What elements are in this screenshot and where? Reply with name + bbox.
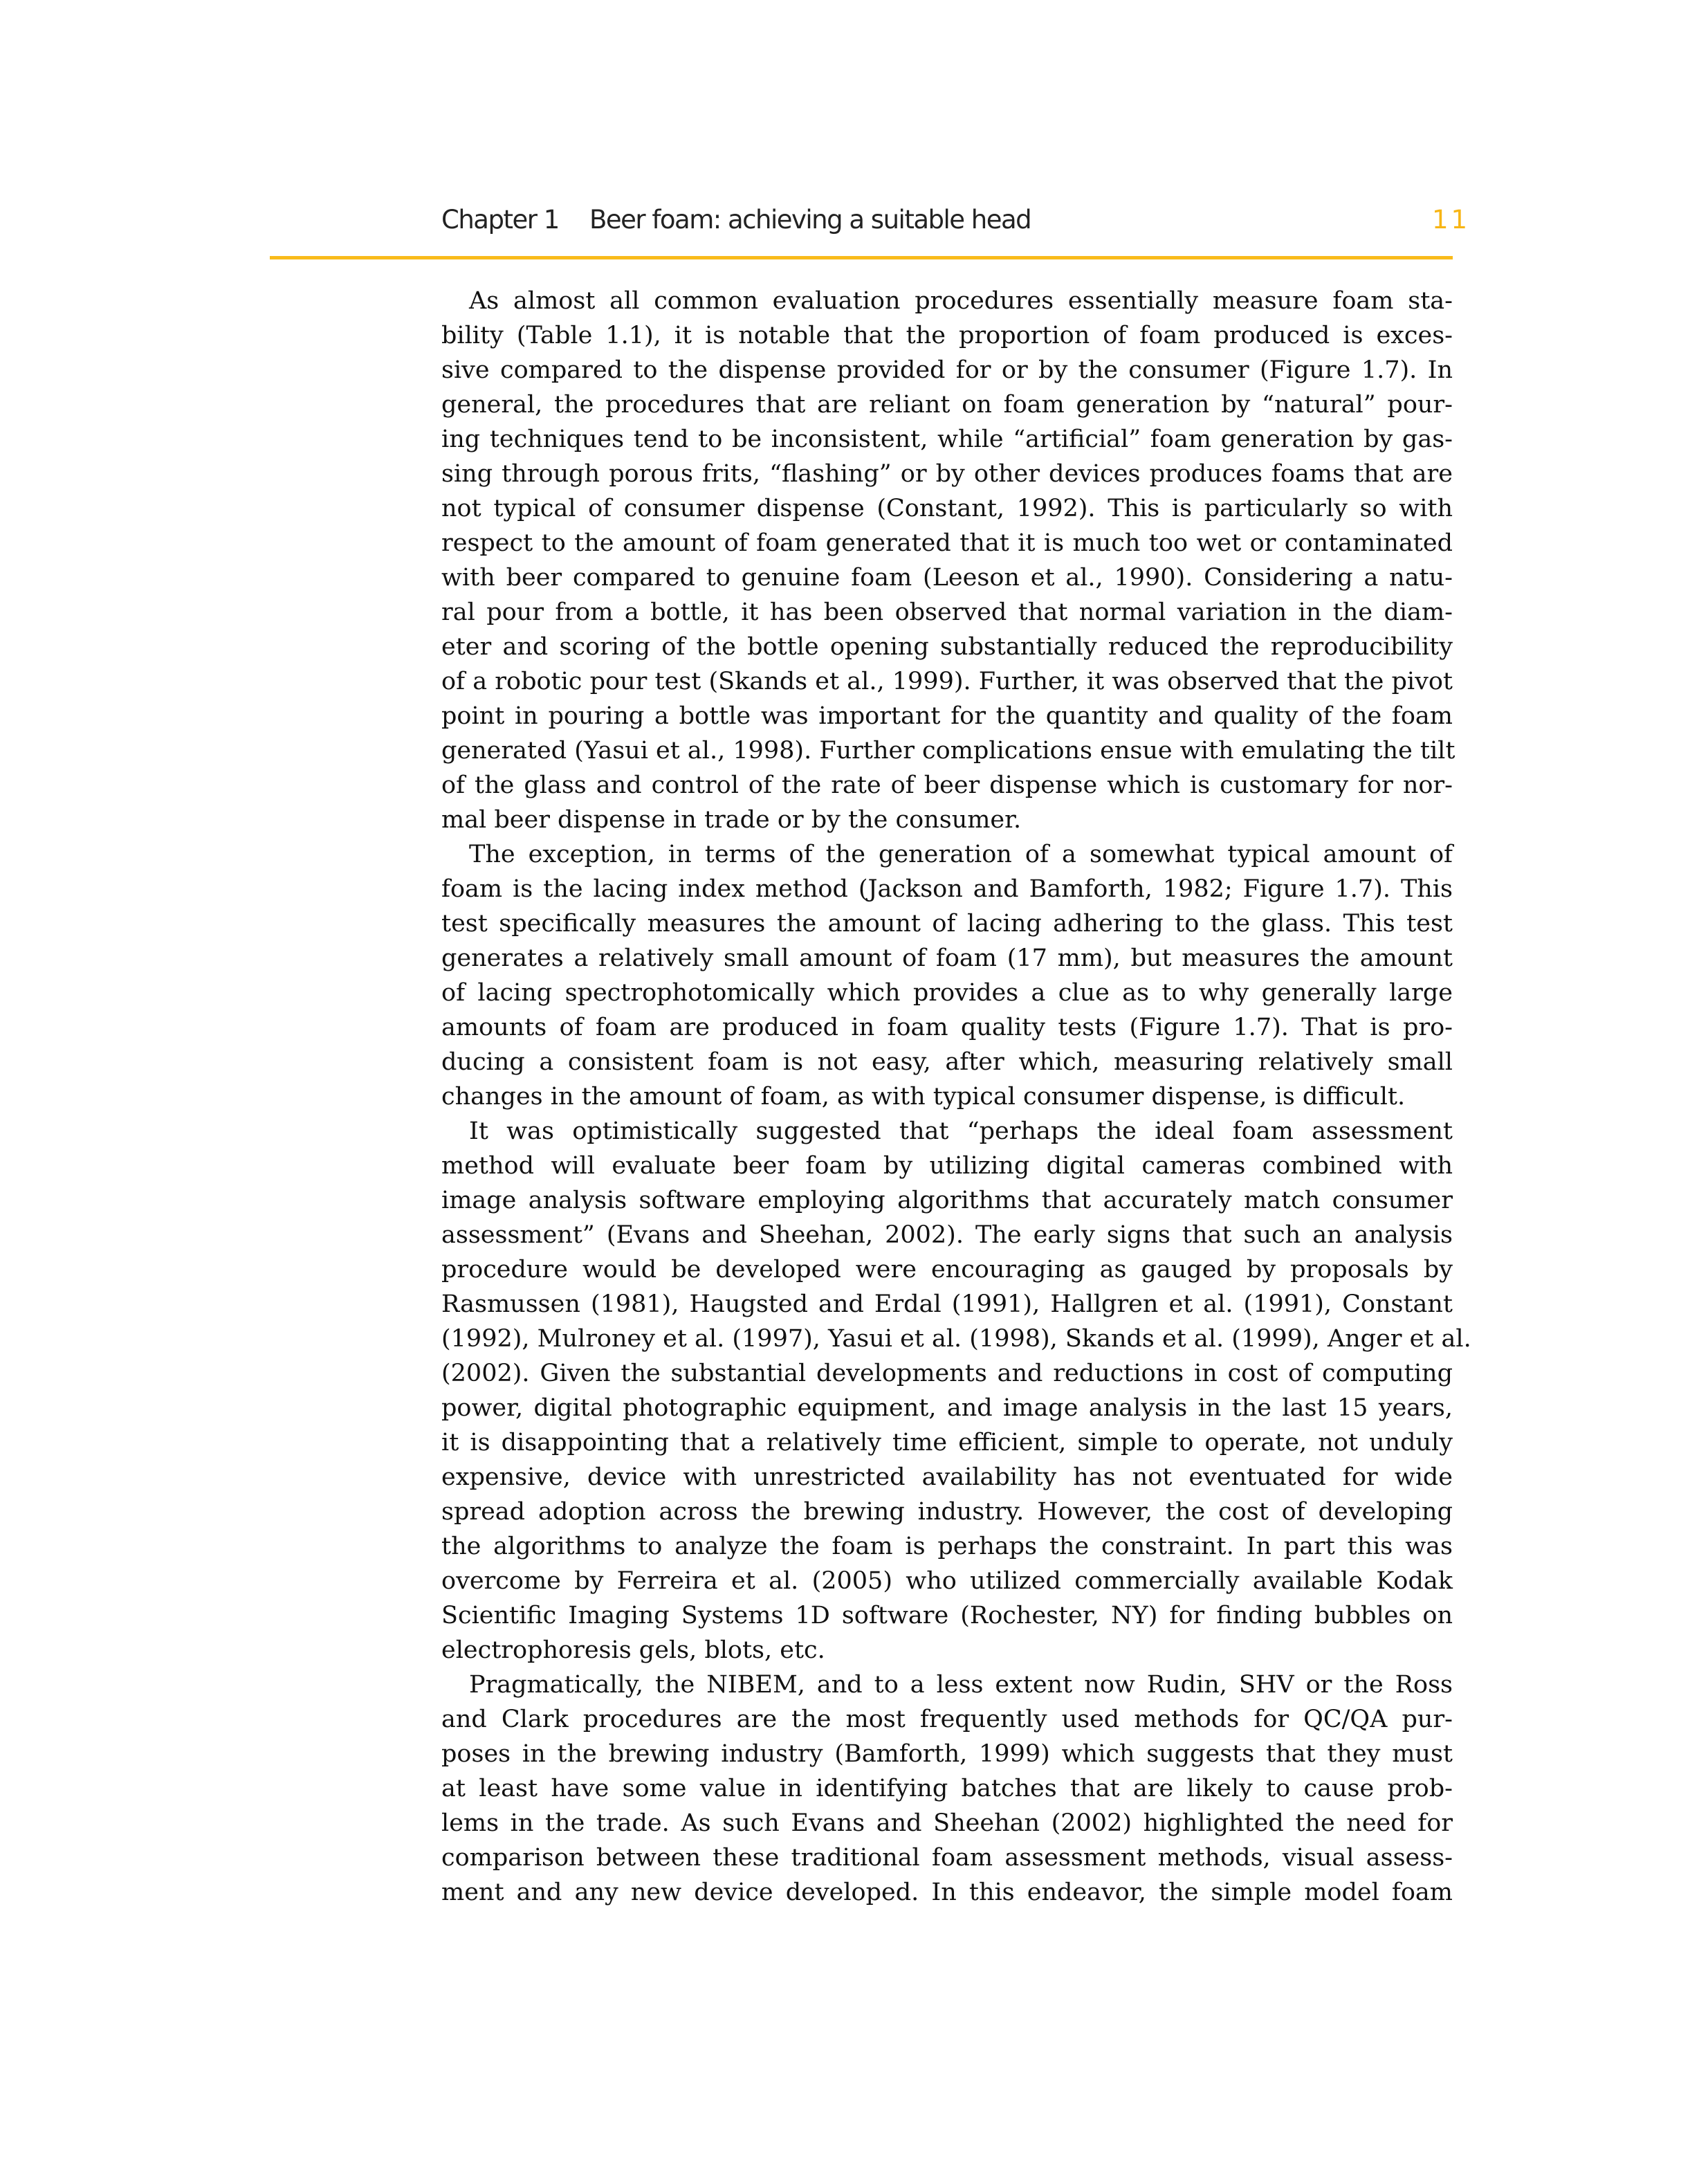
text-line: Pragmatically, the NIBEM, and to a less extent now Rudin, SHV or the Ross [469, 1671, 1453, 1699]
text-line: assessment” (Evans and Sheehan, 2002). The early signs that such an analysis [441, 1221, 1453, 1249]
text-line: not typical of consumer dispense (Constant, 1992). This is particularly so with [441, 495, 1453, 522]
text-line: foam is the lacing index method (Jackson and Bamforth, 1982; Figure 1.7). This [441, 875, 1453, 903]
chapter-title: Beer foam: achieving a suitable head [589, 205, 1031, 235]
text-line: eter and scoring of the bottle opening substantially reduced the reproducibility [441, 633, 1453, 661]
text-line: the algorithms to analyze the foam is perhaps the constraint. In part this was [441, 1533, 1453, 1560]
text-line: power, digital photographic equipment, and image analysis in the last 15 years, [441, 1394, 1453, 1422]
text-line: of the glass and control of the rate of beer dispense which is customary for nor- [441, 771, 1453, 799]
text-line: comparison between these traditional foam assessment methods, visual assess- [441, 1844, 1453, 1872]
text-line: bility (Table 1.1), it is notable that the proportion of foam produced is exces- [441, 322, 1453, 349]
header-rule [270, 256, 1453, 259]
text-line: ing techniques tend to be inconsistent, while “artificial” foam generation by gas- [441, 426, 1453, 453]
text-line: ment and any new device developed. In this endeavor, the simple model foam [441, 1879, 1453, 1906]
page-number: 11 [1432, 205, 1471, 235]
text-line: poses in the brewing industry (Bamforth, 1999) which suggests that they must [441, 1740, 1453, 1768]
text-line: electrophoresis gels, blots, etc. [441, 1636, 825, 1664]
running-header [441, 205, 1031, 235]
text-line: (1992), Mulroney et al. (1997), Yasui et al. (1998), Skands et al. (1999), Anger et al. [441, 1325, 1471, 1353]
text-line: Rasmussen (1981), Haugsted and Erdal (1991), Hallgren et al. (1991), Constant [441, 1290, 1453, 1318]
text-line: sing through porous frits, “flashing” or by other devices produces foams that are [441, 460, 1453, 488]
text-line: procedure would be developed were encouraging as gauged by proposals by [441, 1256, 1453, 1284]
text-line: point in pouring a bottle was important for the quantity and quality of the foam [441, 702, 1453, 730]
text-line: lems in the trade. As such Evans and Sheehan (2002) highlighted the need for [441, 1809, 1453, 1837]
text-line: image analysis software employing algorithms that accurately match consumer [441, 1187, 1453, 1214]
text-line: method will evaluate beer foam by utilizing digital cameras combined with [441, 1152, 1453, 1180]
text-line: overcome by Ferreira et al. (2005) who utilized commercially available Kodak [441, 1567, 1453, 1595]
text-line: general, the procedures that are reliant on foam generation by “natural” pour- [441, 391, 1453, 419]
paragraph [441, 284, 1456, 837]
paragraph [441, 1668, 1453, 1910]
text-line: and Clark procedures are the most frequently used methods for QC/QA pur- [441, 1706, 1453, 1733]
text-line: ral pour from a bottle, it has been observed that normal variation in the diam- [441, 599, 1453, 626]
text-line: spread adoption across the brewing industry. However, the cost of developing [441, 1498, 1453, 1526]
text-line: ducing a consistent foam is not easy, after which, measuring relatively small [441, 1048, 1453, 1076]
text-line: generated (Yasui et al., 1998). Further complications ensue with emulating the tilt [441, 737, 1456, 765]
chapter-label: Chapter 1 [441, 205, 559, 235]
body-text [441, 284, 1471, 1910]
text-line: expensive, device with unrestricted availability has not eventuated for wide [441, 1463, 1453, 1491]
text-line: it is disappointing that a relatively time efficient, simple to operate, not unduly [441, 1429, 1453, 1456]
text-line: (2002). Given the substantial developments and reductions in cost of computing [441, 1360, 1453, 1387]
text-line: of a robotic pour test (Skands et al., 1999). Further, it was observed that the pivot [441, 668, 1453, 695]
text-line: mal beer dispense in trade or by the consumer. [441, 806, 1022, 834]
text-line: It was optimistically suggested that “perhaps the ideal foam assessment [469, 1117, 1453, 1145]
text-line: at least have some value in identifying batches that are likely to cause prob- [441, 1775, 1453, 1802]
text-line: of lacing spectrophotomically which provides a clue as to why generally large [441, 979, 1453, 1007]
text-line: sive compared to the dispense provided for or by the consumer (Figure 1.7). In [441, 356, 1453, 384]
text-line: respect to the amount of foam generated that it is much too wet or contaminated [441, 529, 1453, 557]
text-line: test specifically measures the amount of lacing adhering to the glass. This test [441, 910, 1453, 938]
text-line: changes in the amount of foam, as with typical consumer dispense, is difficult. [441, 1083, 1406, 1111]
paragraph [441, 837, 1453, 1114]
text-line: with beer compared to genuine foam (Leeson et al., 1990). Considering a natu- [441, 564, 1453, 592]
text-line: amounts of foam are produced in foam quality tests (Figure 1.7). That is pro- [441, 1014, 1453, 1041]
text-line: Scientific Imaging Systems 1D software (Rochester, NY) for finding bubbles on [441, 1602, 1453, 1629]
text-line: The exception, in terms of the generation of a somewhat typical amount of [469, 841, 1453, 868]
text-line: generates a relatively small amount of foam (17 mm), but measures the amount [441, 944, 1453, 972]
paragraph [441, 1114, 1471, 1668]
text-line: As almost all common evaluation procedures essentially measure foam sta- [469, 287, 1453, 315]
